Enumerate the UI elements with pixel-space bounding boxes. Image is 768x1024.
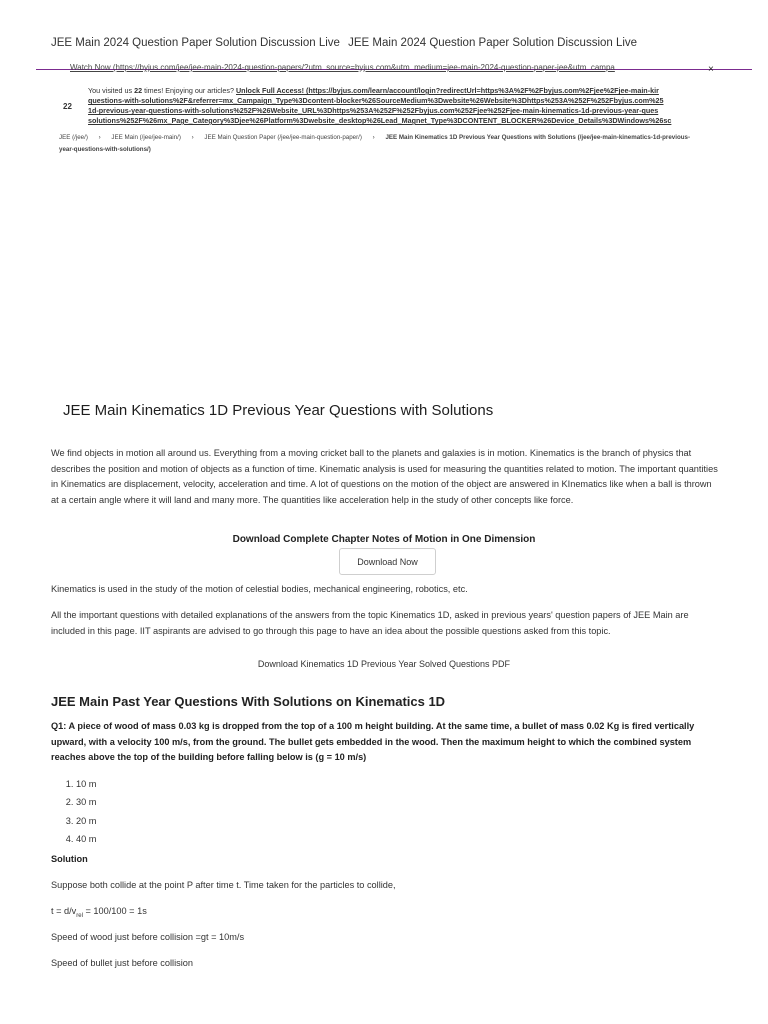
- ticker-item[interactable]: JEE Main 2024 Question Paper Solution Discussion Live: [51, 37, 340, 49]
- close-icon[interactable]: ×: [708, 64, 714, 75]
- unlock-access-link-line[interactable]: questions-with-solutions%2F&referrer=mx_Campaign_Type%3Dcontent-blocker%26SourceMedium%3Dwebsite%26Website%3Dhttps%253A%252F%252Fbyjus.com%25: [88, 96, 664, 105]
- ticker-item[interactable]: JEE Main 2024 Question Paper Solution Discussion Live: [348, 37, 638, 49]
- usage-paragraph: Kinematics is used in the study of the motion of celestial bodies, mechanical engineering, robotics, etc.: [51, 584, 468, 594]
- formula-pre: t = d/v: [51, 906, 77, 916]
- intro-paragraph: We find objects in motion all around us. Everything from a moving cricket ball to the planets and galaxies is in motion. Kinematics is the branch of physics that describes the position and motion of objects as a function of time. Kinematic analysis is used for measuring the quantities related to motion. The important quantities in Kinematics are displacement, velocity, acceleration and time. A lot of questions on the motion of the object are answered in KInematics like when a ball is thrown at a certain angle where it will land and many more. The quantities like acceleration help in the study of other concepts like force.: [51, 448, 718, 505]
- section-heading: JEE Main Past Year Questions With Solutions on Kinematics 1D: [51, 694, 446, 709]
- visit-banner: [88, 86, 733, 126]
- visit-count-badge: 22: [63, 102, 72, 111]
- question-1: Q1: A piece of wood of mass 0.03 kg is dropped from the top of a 100 m height building. At the same time, a bullet of mass 0.02 Kg is fired vertically upward, with a velocity 100 m/s, from the ground. The bullet gets embedded in the wood. Then the maximum height to which the combined system reaches above the top of the building before falling below is (g = 10 m/s): [51, 721, 695, 763]
- breadcrumb-jee[interactable]: JEE (/jee/): [59, 134, 88, 141]
- solution-line: Speed of bullet just before collision: [51, 958, 193, 968]
- breadcrumb: [59, 132, 699, 156]
- breadcrumb-jee-main[interactable]: JEE Main (/jee/jee-main/): [111, 134, 181, 141]
- breadcrumb-separator: ›: [372, 134, 375, 141]
- watch-now-link[interactable]: Watch Now (https://byjus.com/jee/jee-main-2024-question-papers/?utm_source=byjus.com&utm_medium=jee-main-2024-question-paper-jee&utm_campa: [70, 63, 615, 72]
- page-title: JEE Main Kinematics 1D Previous Year Questions with Solutions: [63, 402, 494, 419]
- download-now-button[interactable]: Download Now: [339, 548, 436, 575]
- option-item: 3. 20 m: [76, 812, 96, 830]
- unlock-access-link-line[interactable]: solutions%252F%26mx_Page_Category%3Djee%26Platform%3Dwebsite_desktop%26Lead_Magnet_Type%3DCONTENT_BLOCKER%26Device_Details%3DWindows%26sc: [88, 116, 672, 125]
- visit-prefix: You visited us: [88, 86, 135, 95]
- formula-sub: rel: [76, 912, 83, 919]
- option-item: 4. 40 m: [76, 830, 96, 848]
- visit-times: 22: [134, 86, 143, 95]
- formula-post: = 100/100 = 1s: [82, 906, 147, 916]
- breadcrumb-question-paper[interactable]: JEE Main Question Paper (/jee/jee-main-question-paper/): [204, 134, 362, 141]
- answer-options: [51, 775, 96, 848]
- download-pdf-link[interactable]: Download Kinematics 1D Previous Year Solved Questions PDF: [257, 659, 511, 669]
- important-questions-paragraph: All the important questions with detailed explanations of the answers from the topic Kinematics 1D, asked in previous years' question papers of JEE Main are included in this page. IIT aspirants are advised to go through this page to have an idea about the possible questions asked from this topic.: [51, 610, 689, 636]
- breadcrumb-current[interactable]: JEE Main Kinematics 1D Previous Year Questions with Solutions (/jee/jee-main-kinematics-1d-previous-year-questions-with-solutions/): [59, 134, 691, 153]
- visit-suffix: times! Enjoying our articles?: [142, 86, 236, 95]
- download-notes-heading: Download Complete Chapter Notes of Motion in One Dimension: [232, 534, 536, 545]
- unlock-access-link[interactable]: Unlock Full Access! (https://byjus.com/learn/account/login?redirectUrl=https%3A%2F%2Fbyjus.com%2Fjee%2Fjee-main-kir: [235, 86, 659, 95]
- breadcrumb-separator: ›: [98, 134, 101, 141]
- solution-line: Suppose both collide at the point P after time t. Time taken for the particles to collide,: [51, 880, 396, 890]
- option-item: 1. 10 m: [76, 775, 96, 793]
- solution-label: Solution: [51, 854, 88, 864]
- option-item: 2. 30 m: [76, 793, 96, 811]
- live-ticker[interactable]: [51, 37, 751, 49]
- breadcrumb-separator: ›: [191, 134, 194, 141]
- unlock-access-link-line[interactable]: 1d-previous-year-questions-with-solutions%252F%26Website_URL%3Dhttps%253A%252F%252Fbyjus.com%252Fjee%252Fjee-main-kinematics-1d-previous-year-ques: [88, 106, 659, 115]
- solution-line: Speed of wood just before collision =gt = 10m/s: [51, 932, 245, 942]
- solution-formula: [51, 906, 147, 919]
